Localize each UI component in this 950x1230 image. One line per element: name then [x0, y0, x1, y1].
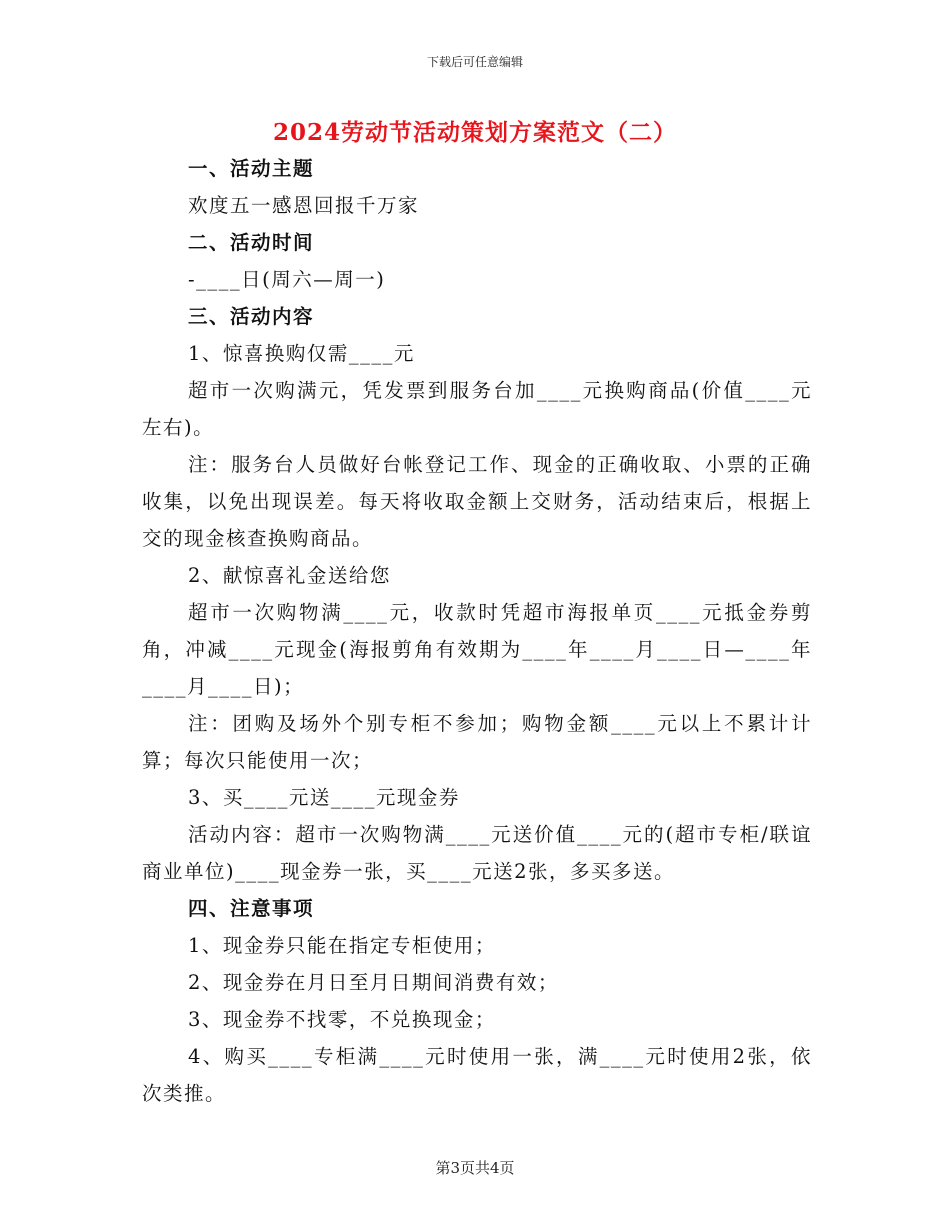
page-header: 下载后可任意编辑 [426, 55, 523, 69]
item-3-description: 活动内容：超市一次购物满____元送价值____元的(超市专柜/联谊商业单位)____现金券一张，买____元送2张，多买多送。 [142, 823, 812, 883]
note-4: 4、购买____专柜满____元时使用一张，满____元时使用2张，依次类推。 [142, 1045, 812, 1105]
note-2: 2、现金券在月日至月日期间消费有效； [188, 971, 559, 994]
section-heading-content: 三、活动内容 [188, 305, 315, 328]
item-1-note: 注：服务台人员做好台帐登记工作、现金的正确收取、小票的正确收集，以免出现误差。每天将收取金额上交财务，活动结束后，根据上交的现金核查换购商品。 [142, 453, 812, 550]
section-heading-notes: 四、注意事项 [188, 897, 315, 920]
theme-text: 欢度五一感恩回报千万家 [188, 194, 420, 217]
item-2-description: 超市一次购物满____元，收款时凭超市海报单页____元抵金券剪角，冲减____元现金(海报剪角有效期为____年____月____日—____年____月____日)； [142, 601, 812, 698]
document-body [142, 150, 812, 1112]
time-text: -____日(周六—周一) [188, 268, 386, 291]
item-2-title: 2、献惊喜礼金送给您 [188, 564, 391, 587]
page-footer: 第3页共4页 [435, 1159, 515, 1177]
item-1-title: 1、惊喜换购仅需____元 [188, 342, 415, 365]
section-heading-theme: 一、活动主题 [188, 157, 315, 180]
note-3: 3、现金券不找零，不兑换现金； [188, 1008, 496, 1031]
document-title: 2024劳动节活动策划方案范文（二） [272, 119, 677, 146]
note-1: 1、现金券只能在指定专柜使用； [188, 934, 496, 957]
section-heading-time: 二、活动时间 [188, 231, 315, 254]
item-1-description: 超市一次购满元，凭发票到服务台加____元换购商品(价值____元左右)。 [142, 379, 812, 439]
item-2-note: 注：团购及场外个别专柜不参加；购物金额____元以上不累计计算；每次只能使用一次； [142, 712, 812, 772]
item-3-title: 3、买____元送____元现金券 [188, 786, 460, 809]
